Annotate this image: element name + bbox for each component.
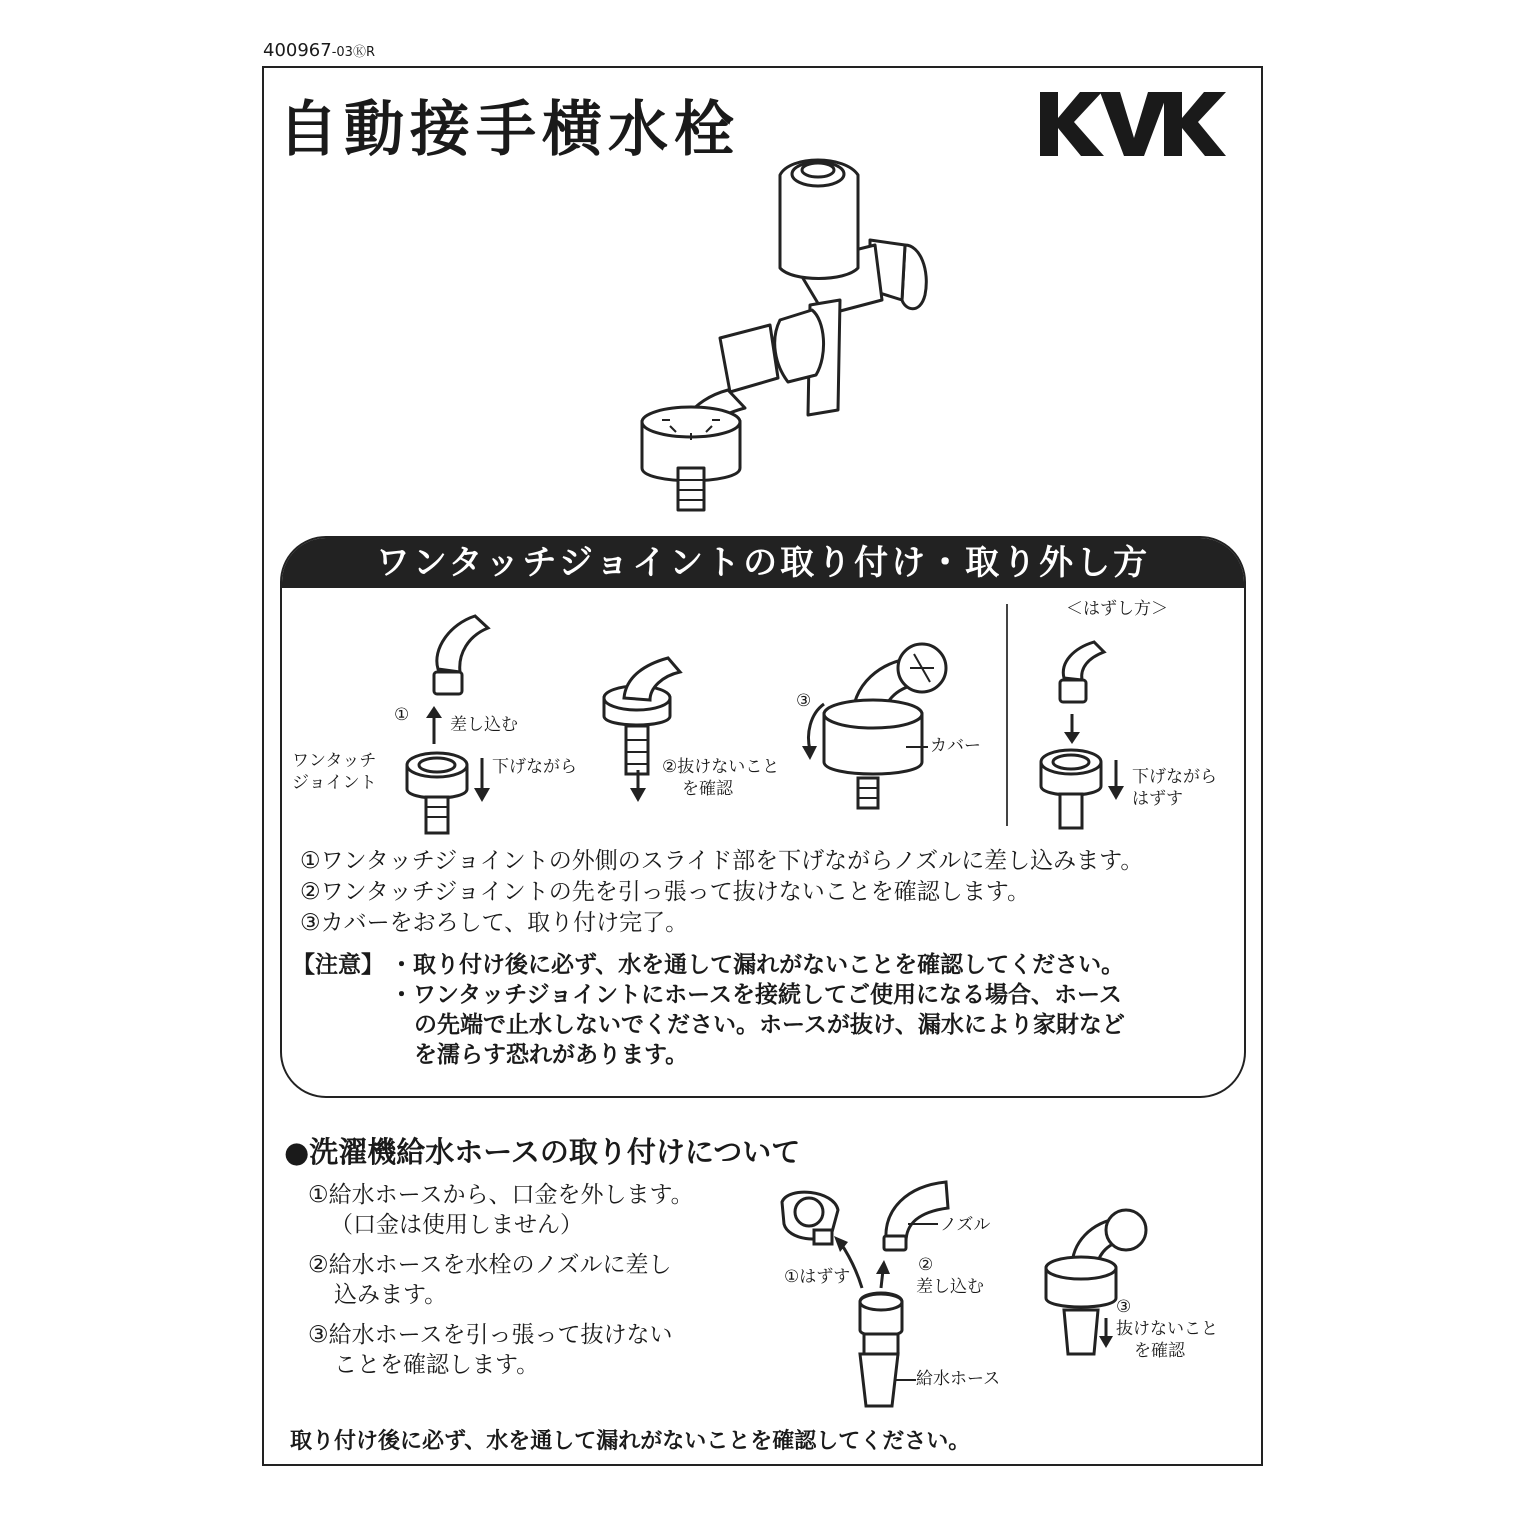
step2-check-line1: ②抜けないこと	[662, 757, 780, 777]
step1-marker: ①	[394, 705, 410, 725]
section2-step-2-cont: 込みます。	[334, 1282, 448, 1308]
kvk-logo	[1036, 80, 1226, 162]
removal-pull-down-arrow-icon	[1106, 758, 1126, 802]
supply-hose-label: 給水ホース	[916, 1369, 1001, 1389]
hose-check-line2: を確認	[1134, 1341, 1185, 1361]
panel-heading: ワンタッチジョイントの取り付け・取り外し方	[282, 538, 1244, 588]
step3-marker: ③	[796, 691, 812, 711]
document-number: 400967-03ⓀR	[263, 40, 375, 61]
section2-heading: ●洗濯機給水ホースの取り付けについて	[284, 1135, 801, 1169]
pull-down-arrow-icon	[472, 756, 492, 804]
hose-check-arrow-icon	[1098, 1316, 1114, 1350]
hose-step2-marker: ②	[918, 1255, 934, 1275]
product-title: 自動接手横水栓	[278, 95, 740, 165]
caution-item-1: ・取り付け後に必ず、水を通して漏れがないことを確認してください。	[390, 952, 1125, 978]
caution-label: 【注意】	[292, 952, 384, 978]
removal-label-line2: はずす	[1132, 789, 1183, 809]
cover-leader-line	[906, 746, 928, 748]
caution-item-2: ・ワンタッチジョイントにホースを接続してご使用になる場合、ホース	[390, 982, 1122, 1008]
panel-step-1: ①ワンタッチジョイントの外側のスライド部を下げながらノズルに差し込みます。	[300, 848, 1144, 874]
joint-label-line1: ワンタッチ	[292, 751, 377, 771]
footer-note: 取り付け後に必ず、水を通して漏れがないことを確認してください。	[290, 1429, 971, 1454]
step1-up-arrow-icon	[424, 704, 444, 746]
removal-joint-illustration	[1036, 744, 1106, 830]
pull-down-label: 下げながら	[492, 757, 577, 777]
joint-label-line2: ジョイント	[292, 773, 377, 793]
one-touch-joint-illustration	[402, 745, 472, 835]
section2-step-2: ②給水ホースを水栓のノズルに差し	[308, 1252, 672, 1278]
cover-label: カバー	[930, 736, 981, 756]
section2-step-1: ①給水ホースから、口金を外します。	[308, 1182, 694, 1208]
caution-item-2-cont2: を濡らす恐れがあります。	[414, 1042, 689, 1068]
removal-label-line1: 下げながら	[1132, 767, 1217, 787]
faucet-illustration	[620, 150, 960, 520]
section2-step-3-cont: ことを確認します。	[334, 1352, 540, 1378]
hose-insert-label: 差し込む	[916, 1277, 984, 1297]
hose-remove-label: ①はずす	[784, 1267, 851, 1287]
removal-nozzle-illustration	[1052, 640, 1112, 710]
caution-item-2-cont1: の先端で止水しないでください。ホースが抜け、漏水により家財など	[414, 1012, 1125, 1038]
step3-cover-illustration	[822, 632, 952, 812]
step2-down-arrow-icon	[628, 768, 648, 804]
document-number-suffix: -03ⓀR	[331, 45, 375, 60]
section2-step-1-note: （口金は使用しません）	[330, 1212, 583, 1238]
hose-step3-marker: ③	[1116, 1297, 1132, 1317]
removal-label: ＜はずし方＞	[1066, 599, 1168, 619]
hose-check-line1: 抜けないこと	[1116, 1319, 1218, 1339]
step2-check-line2: を確認	[682, 779, 733, 799]
section2-step-3: ③給水ホースを引っ張って抜けない	[308, 1322, 673, 1348]
step1-nozzle-illustration	[420, 614, 500, 704]
panel-step-2: ②ワンタッチジョイントの先を引っ張って抜けないことを確認します。	[300, 879, 1030, 905]
nozzle-label: ノズル	[940, 1215, 991, 1235]
step1-insert-label: 差し込む	[450, 715, 518, 735]
panel-step-3: ③カバーをおろして、取り付け完了。	[300, 910, 689, 936]
panel-divider	[1006, 604, 1008, 826]
removal-down-arrow-icon	[1062, 712, 1082, 746]
